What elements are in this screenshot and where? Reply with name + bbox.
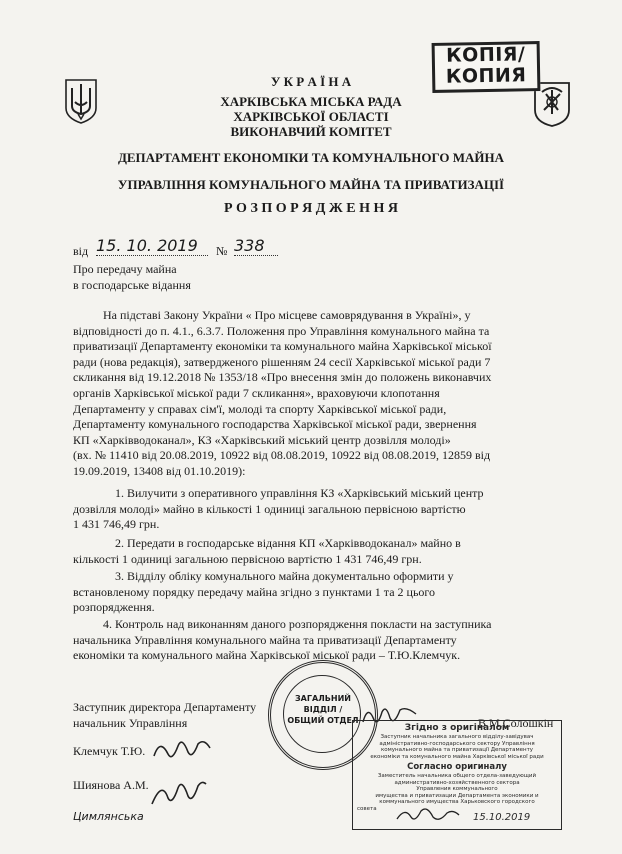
department-heading: ДЕПАРТАМЕНТ ЕКОНОМІКИ ТА КОМУНАЛЬНОГО МАЙНА: [117, 150, 505, 165]
preamble-line: органів Харківської міської ради 7 скликання», враховуючи клопотання: [73, 385, 440, 400]
preamble-line: Департаменту у справах сім'ї, молоді та спорту Харківської міської ради,: [73, 401, 447, 416]
certification-stamp-line: економіки та комунального майна Харківської міської ради: [370, 753, 544, 760]
copy-stamp-line2: КОПИЯ: [445, 64, 527, 88]
copy-stamp-line1: КОПІЯ/: [445, 43, 526, 67]
certification-stamp-line: административно-хозяйственного сектора: [394, 779, 520, 786]
certification-stamp-line: Управления коммунального: [416, 786, 498, 793]
signer-position-line-1: Заступник директора Департаменту: [73, 700, 257, 714]
certification-stamp-line: Заступник начальника загального відділу-завідувач: [380, 734, 534, 740]
item-3-line: 3. Відділу обліку комунального майна документально оформити у: [115, 569, 454, 583]
number-prefix: №: [216, 244, 228, 258]
certification-stamp-date: 15.10.2019: [473, 812, 531, 823]
certification-stamp-line: адміністративно-господарського сектору Управління: [379, 740, 535, 747]
item-1-line: 1 431 746,49 грн.: [73, 517, 160, 532]
item-3-line: розпорядження.: [73, 600, 155, 615]
certification-stamp-body: [353, 734, 561, 760]
approver-3: Цимлянська: [73, 810, 144, 823]
item-4-line: 4. Контроль над виконанням даного розпорядження покласти на заступника: [103, 617, 492, 631]
date-value: 15. 10. 2019: [96, 236, 208, 256]
preamble-line: приватизації Департаменту економіки та комунального майна Харківської міської: [73, 339, 492, 354]
certification-stamp-signature: [393, 805, 463, 825]
number-value: 338: [234, 236, 278, 256]
country-heading: У К Р А Ї Н А: [270, 74, 352, 89]
item-1: [73, 486, 569, 533]
preamble-line: На підставі Закону України « Про місцеве самоврядування в Україні», у: [103, 308, 471, 322]
round-stamp-line-1: ЗАГАЛЬНИЙ: [295, 694, 351, 703]
item-4-line: економіки та комунального майна Харківської міської ради – Т.Ю.Клемчук.: [73, 648, 461, 663]
date-prefix: від: [73, 244, 89, 258]
item-1-line: дозвілля молоді» майно в кількості 1 одиниці загальною первісною вартістю: [73, 501, 466, 516]
item-4-line: начальника Управління комунального майна та приватизації Департаменту: [73, 632, 457, 647]
approver-1: Клемчук Т.Ю.: [73, 744, 146, 758]
item-4: [73, 617, 569, 664]
round-stamp-line-2: ВІДДІЛ /: [303, 705, 343, 714]
certification-stamp: [352, 720, 562, 830]
subject-line-2: в господарське відання: [73, 278, 191, 292]
signer-name: В.М.Солошкін: [478, 716, 554, 730]
preamble-line: 19.09.2019, 13408 від 01.10.2019):: [73, 463, 246, 478]
preamble-line: скликання від 19.12.2018 № 1353/18 «Про внесення змін до положень виконавчих: [73, 370, 492, 385]
council-heading-2: ХАРКІВСЬКОЇ ОБЛАСТІ: [233, 109, 389, 124]
item-3: [73, 569, 569, 616]
signer-position: [73, 700, 256, 731]
council-heading-1: ХАРКІВСЬКА МІСЬКА РАДА: [220, 94, 402, 109]
preamble-line: ради (нова редакція), затвердженого рішенням 24 сесії Харківської міської ради 7: [73, 354, 491, 369]
preamble-line: відповідності до п. 4.1., 6.3.7. Положення про Управління комунального майна та: [73, 323, 490, 338]
round-stamp-line-3: ОБЩИЙ ОТДЕЛ: [287, 716, 359, 725]
preamble-paragraph: [73, 308, 569, 480]
approver-2-signature: [148, 774, 208, 810]
item-3-line: встановленому порядку передачу майна згідно з пунктами 1 та 2 цього: [73, 584, 436, 599]
certification-stamp-title: Згідно з оригіналом: [404, 723, 510, 733]
subject-line-1: Про передачу майна: [73, 262, 177, 276]
signer-position-line-2: начальник Управління: [73, 715, 188, 730]
directorate-heading: УПРАВЛІННЯ КОМУНАЛЬНОГО МАЙНА ТА ПРИВАТИЗАЦІЇ: [117, 177, 505, 192]
certification-stamp-line: совета: [357, 805, 377, 812]
approver-1-signature: [150, 734, 214, 764]
approver-2: Шиянова А.М.: [73, 778, 149, 792]
certification-stamp-title-2: Согласно оригиналу: [407, 762, 507, 772]
council-heading-3: ВИКОНАВЧИЙ КОМІТЕТ: [230, 124, 392, 139]
item-1-line: 1. Вилучити з оперативного управління КЗ «Харківський міський центр: [115, 486, 484, 500]
preamble-line: Департаменту комунального господарства Харківської міської ради, звернення: [73, 417, 477, 432]
item-2: [73, 536, 569, 567]
certification-stamp-line: имущества и приватизации Департамента экономики и: [375, 792, 539, 799]
certification-stamp-line: комунального майна та приватизації Департаменту: [380, 747, 534, 754]
item-2-line: 2. Передати в господарське відання КП «Харківводоканал» майно в: [115, 536, 461, 550]
certification-stamp-line: Заместитель начальника общего отдела-заведующий: [377, 773, 537, 779]
item-2-line: кількості 1 одиниці загальною первісною вартістю 1 431 746,49 грн.: [73, 551, 422, 566]
preamble-line: КП «Харківводоканал», КЗ «Харківський міський центр дозвілля молоді»: [73, 432, 451, 447]
document-type-heading: Р О З П О Р Я Д Ж Е Н Н Я: [224, 201, 398, 216]
preamble-line: (вх. № 11410 від 20.08.2019, 10922 від 08.08.2019, 10922 від 08.08.2019, 12859 від: [73, 448, 491, 463]
certification-stamp-line: коммунального имущества Харьковского городского: [379, 799, 535, 806]
